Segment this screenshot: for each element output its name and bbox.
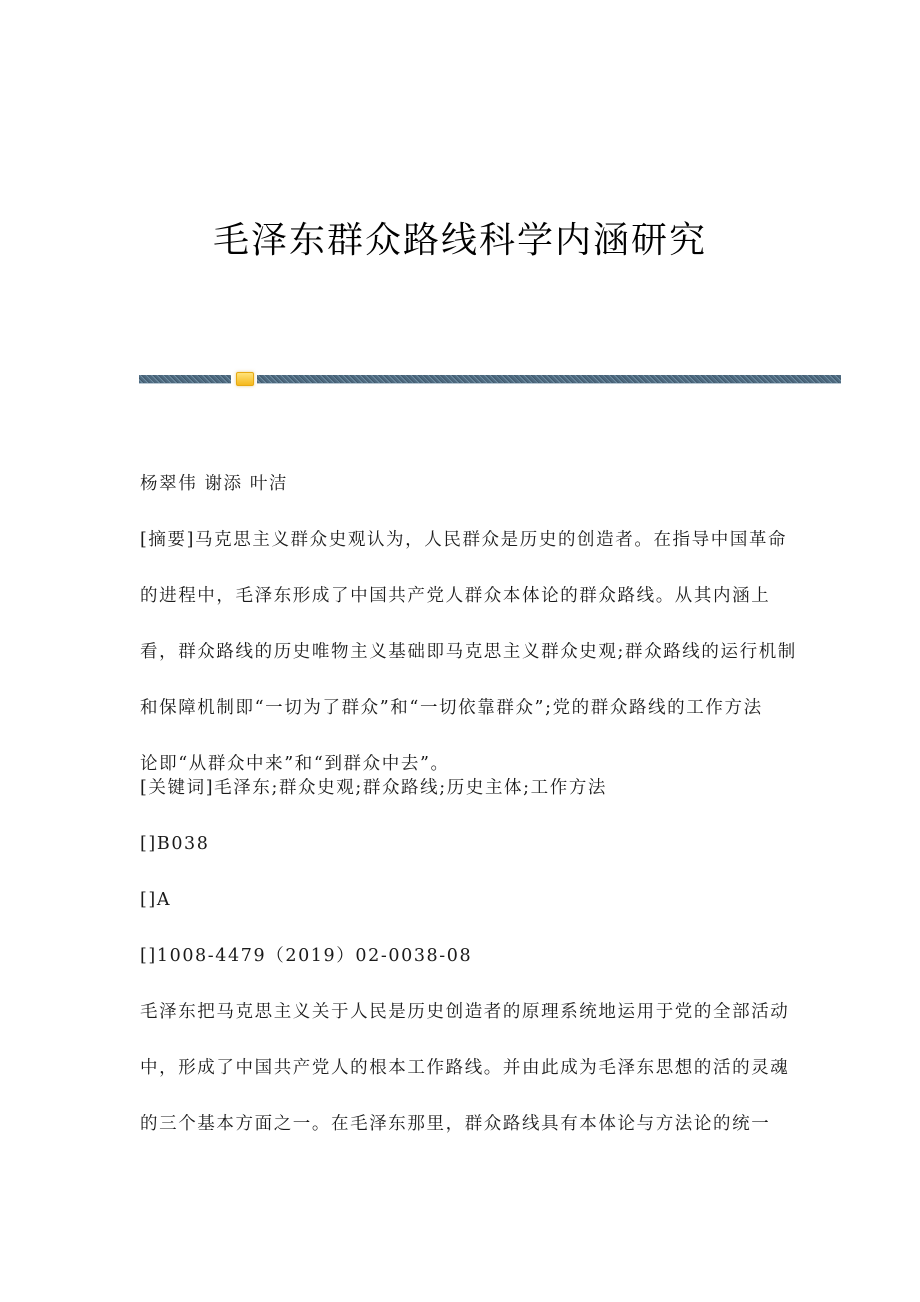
divider-bar-right <box>257 375 841 383</box>
title-divider <box>139 375 841 383</box>
gold-badge-icon <box>236 372 254 386</box>
body-line: 的三个基本方面之一。在毛泽东那里，群众路线具有本体论与方法论的统一 <box>140 1114 771 1134</box>
abstract-line: 论即“从群众中来”和“到群众中去”。 <box>140 754 450 774</box>
abstract-line: [摘要]马克思主义群众史观认为，人民群众是历史的创造者。在指导中国革命 <box>140 530 788 550</box>
abstract-line: 的进程中，毛泽东形成了中国共产党人群众本体论的群众路线。从其内涵上 <box>140 586 771 606</box>
divider-bar-left <box>139 375 231 383</box>
body-line: 中，形成了中国共产党人的根本工作路线。并由此成为毛泽东思想的活的灵魂 <box>140 1058 790 1078</box>
classification-code: []B038 <box>140 834 210 854</box>
article-id: []1008-4479（2019）02-0038-08 <box>140 946 473 966</box>
body-line: 毛泽东把马克思主义关于人民是历史创造者的原理系统地运用于党的全部活动 <box>140 1002 790 1022</box>
abstract-line: 看，群众路线的历史唯物主义基础即马克思主义群众史观;群众路线的运行机制 <box>140 642 797 662</box>
document-title: 毛泽东群众路线科学内涵研究 <box>212 220 707 261</box>
abstract-line: 和保障机制即“一切为了群众”和“一切依靠群众”;党的群众路线的工作方法 <box>140 698 763 718</box>
document-code: []A <box>140 890 172 910</box>
keywords: [关键词]毛泽东;群众史观;群众路线;历史主体;工作方法 <box>140 778 608 798</box>
authors: 杨翠伟 谢添 叶洁 <box>140 474 289 494</box>
